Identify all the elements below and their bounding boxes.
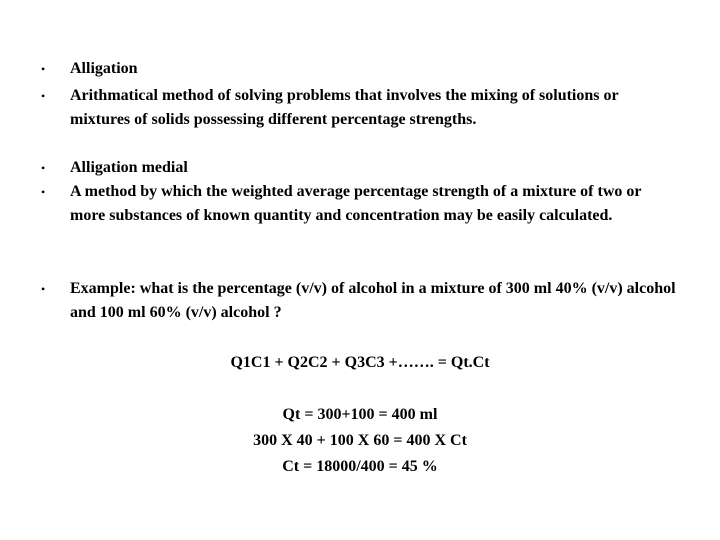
bullet-text: Example: what is the percentage (v/v) of alcohol in a mixture of 300 ml 40% (v/v) alcohol and 100 ml 60% (v/v) alcohol ? [70, 280, 676, 321]
bullet-text: A method by which the weighted average percentage strength of a mixture of two or more substances of known quantity and concentration may be easily calculated. [70, 183, 642, 224]
bullet-marker: • [41, 62, 46, 76]
calc-line-total-quantity: Qt = 300+100 = 400 ml [282, 406, 438, 423]
bullet-text: Arithmatical method of solving problems that involves the mixing of solutions or mixtures of solids possessing different percentage strengths. [70, 87, 619, 128]
bullet-text: Alligation [70, 60, 138, 77]
calc-line-equation: 300 X 40 + 100 X 60 = 400 X Ct [253, 432, 467, 449]
formula-line: Q1C1 + Q2C2 + Q3C3 +……. = Qt.Ct [230, 354, 490, 371]
bullet-marker: • [41, 282, 46, 296]
calc-line-result: Ct = 18000/400 = 45 % [282, 458, 438, 475]
bullet-marker: • [41, 161, 46, 175]
bullet-marker: • [41, 89, 46, 103]
bullet-text: Alligation medial [70, 159, 188, 176]
bullet-marker: • [41, 185, 46, 199]
